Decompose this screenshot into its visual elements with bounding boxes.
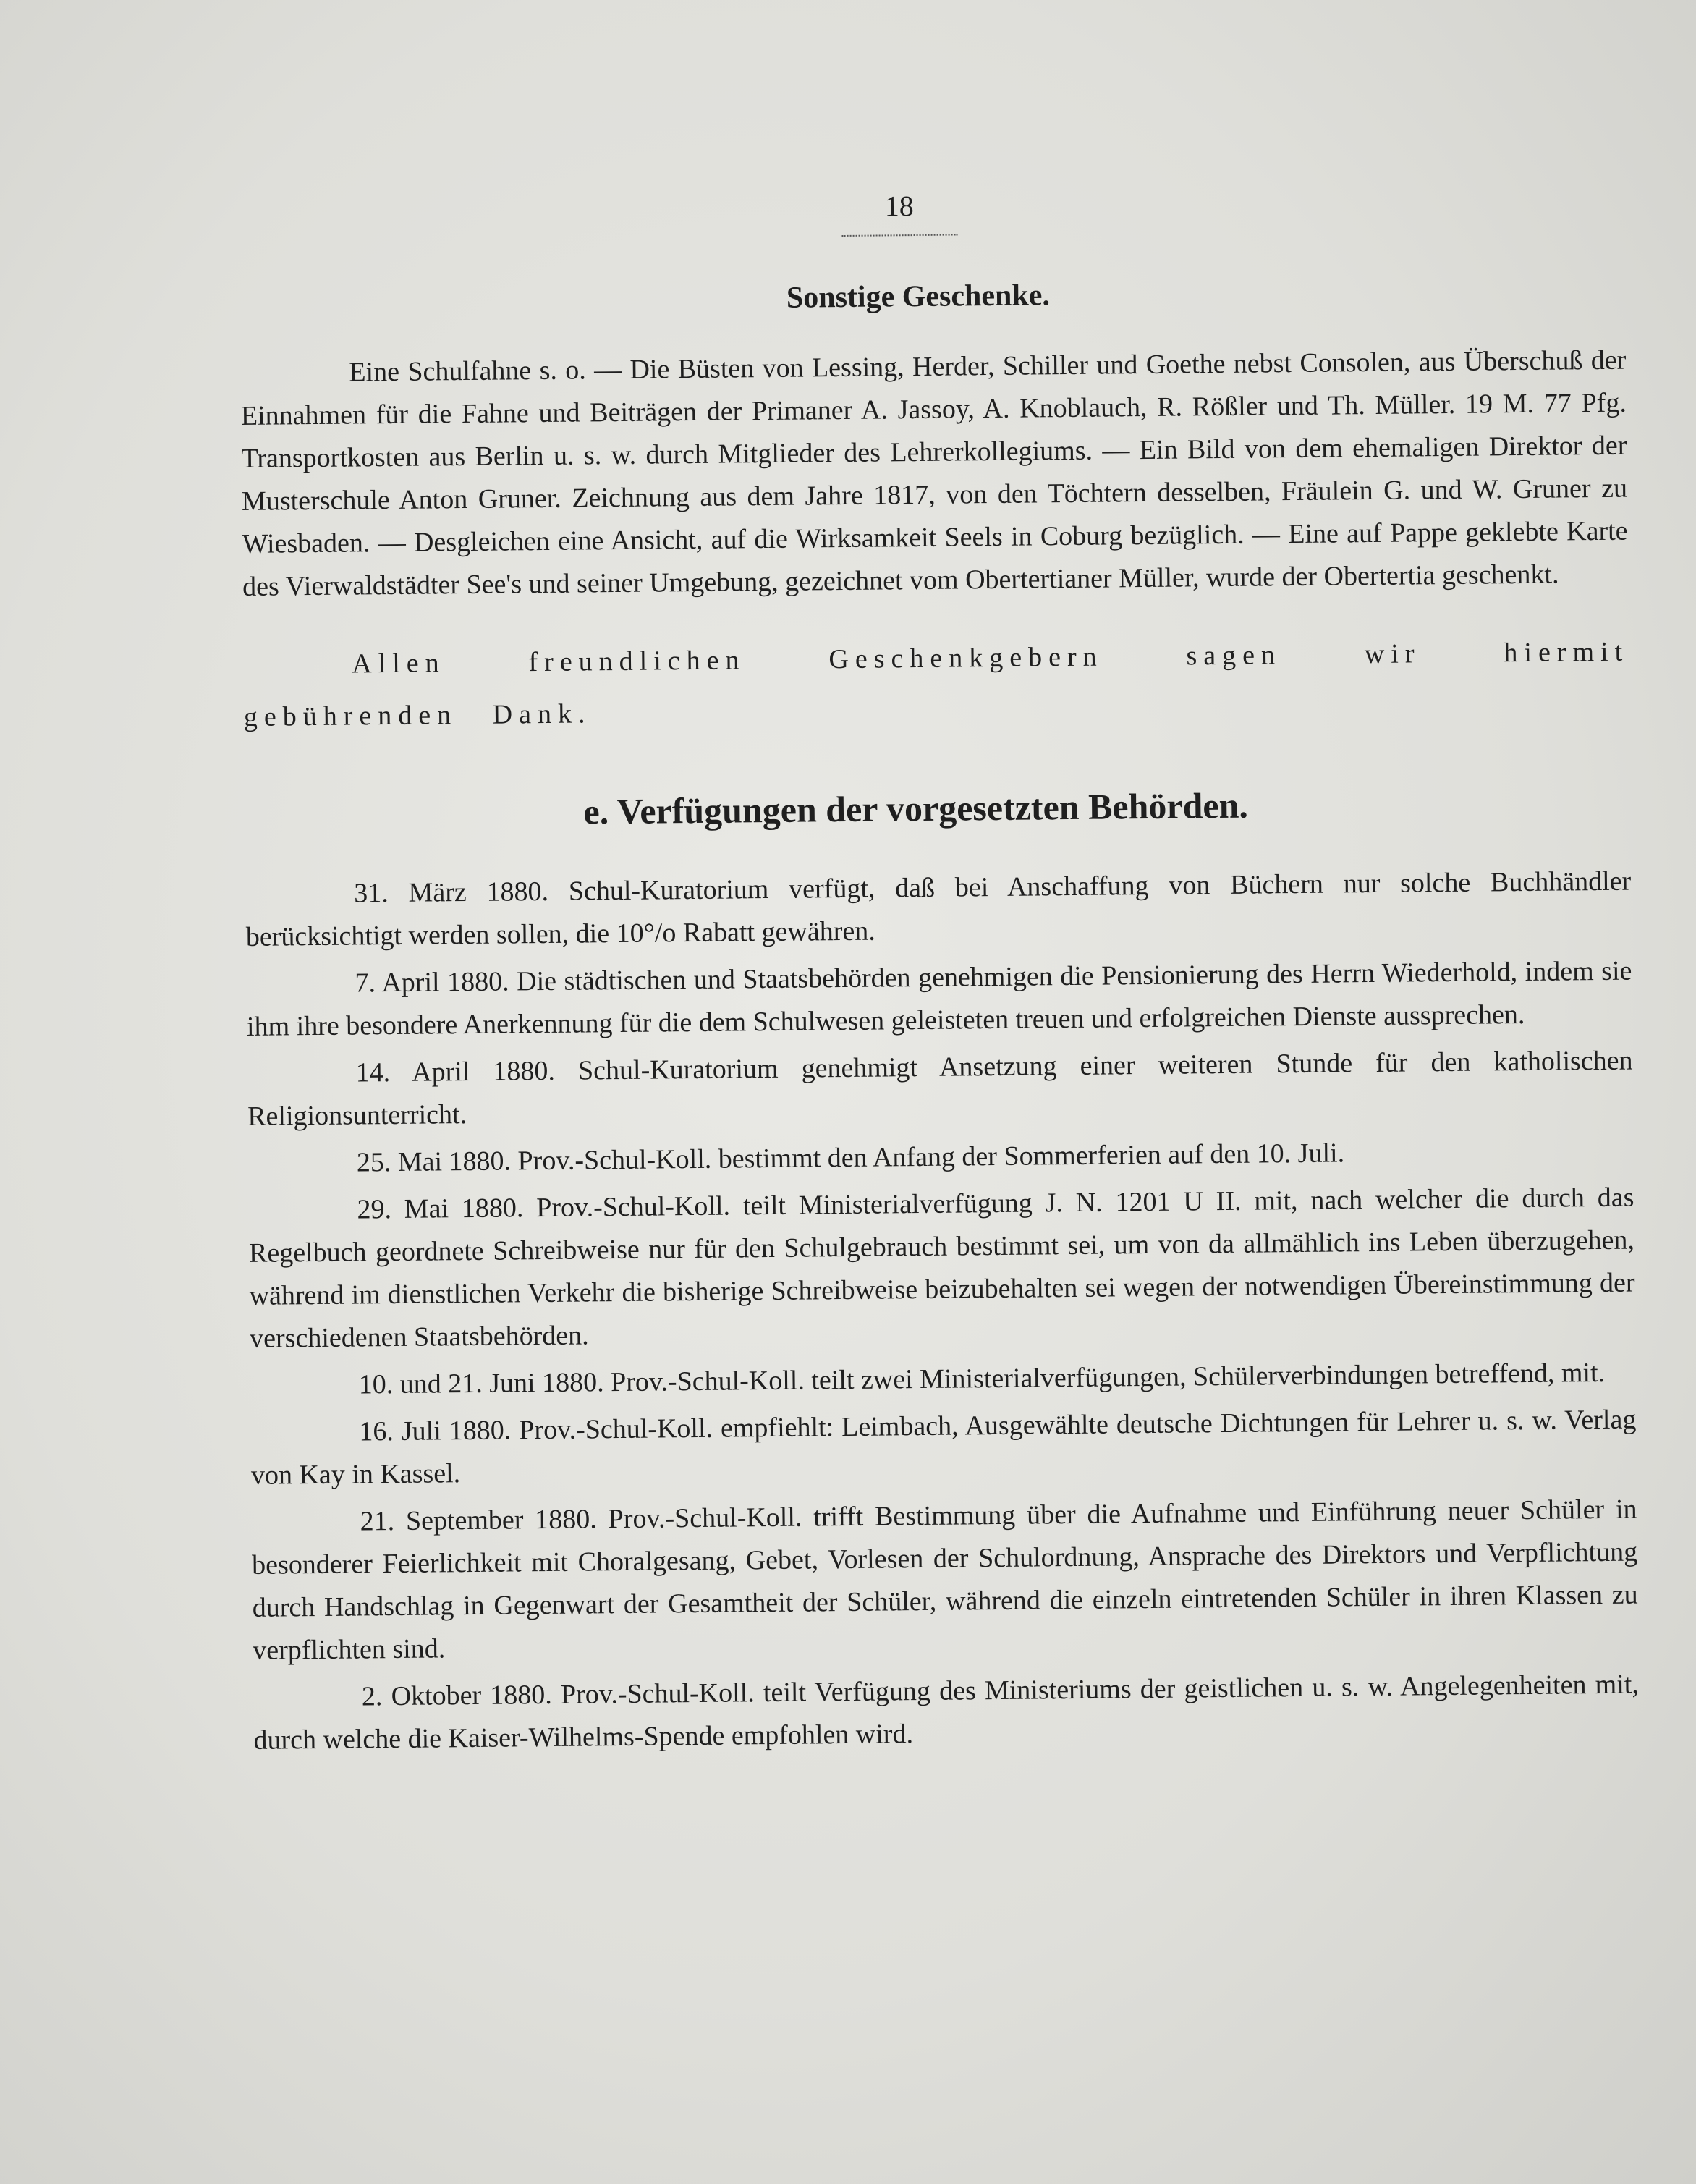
decree-text: Prov.-Schul-Koll. teilt Ministerialverfügung J. N. 1201 U II. mit, nach welcher die durch das Regelbuch geordnete Schreibweise nur für den Schulgebrauch bestimmt sei, um von da allmählich ins Leben überzugehen, während im dienstlichen Verkehr die bisherige Schreibweise beizubehalten sei wegen der notwendigen Übereinstimmung der verschiedenen Staatsbehörden.: [248, 1182, 1635, 1354]
decree-date: 14. April 1880.: [355, 1055, 556, 1088]
decree-date: 7. April 1880.: [355, 966, 509, 999]
decree-text: Prov.-Schul-Koll. bestimmt den Anfang der Sommerferien auf den 10. Juli.: [517, 1138, 1345, 1177]
decree-entry: [247, 1040, 1633, 1138]
decree-date: 2. Oktober 1880.: [361, 1679, 553, 1712]
decree-text: Schul-Kuratorium verfügt, daß bei Anschaffung von Büchern nur solche Buchhändler berücksichtigt werden sollen, die 10°/o Rabatt gewähren.: [245, 865, 1632, 952]
page-content: [239, 182, 1640, 1762]
decree-date: 21. September 1880.: [360, 1504, 598, 1537]
decree-text: Prov.-Schul-Koll. teilt Verfügung des Ministeriums der geistlichen u. s. w. Angelegenheiten mit, durch welche die Kaiser-Wilhelms-Spende empfohlen wird.: [253, 1669, 1640, 1756]
decree-list: [245, 860, 1640, 1762]
decree-text: Prov.-Schul-Koll. teilt zwei Ministerialverfügungen, Schülerverbindungen betreffend, mit.: [610, 1357, 1606, 1398]
section-title-decrees: e. Verfügungen der vorgesetzten Behörden.: [583, 784, 1249, 832]
decree-date: 29. Mai 1880.: [357, 1193, 524, 1225]
decree-text: Prov.-Schul-Koll. empfiehlt: Leimbach, Ausgewählte deutsche Dichtungen für Lehrer u. s. w. Verlag von Kay in Kassel.: [250, 1404, 1637, 1491]
gifts-paragraph: Eine Schulfahne s. o. — Die Büsten von Lessing, Herder, Schiller und Goethe nebst Consolen, aus Überschuß der Einnahmen für die Fahne und Beiträgen der Primaner A. Jassoy, A. Knoblauch, R. Rößler und Th. Müller. 19 M. 77 Pfg. Transportkosten aus Berlin u. s. w. durch Mitglieder des Lehrerkollegiums. — Ein Bild von dem ehemaligen Direktor der Musterschule Anton Gruner. Zeichnung aus dem Jahre 1817, von den Töchtern desselben, Fräulein G. und W. Gruner zu Wiesbaden. — Desgleichen eine Ansicht, auf die Wirksamkeit Seels in Coburg bezüglich. — Eine auf Pappe geklebte Karte des Vierwaldstädter See's und seiner Umgebung, gezeichnet vom Obertertianer Müller, wurde der Obertertia geschenkt.: [240, 344, 1628, 602]
decree-entry: [253, 1664, 1640, 1762]
decree-entry: [248, 1177, 1635, 1360]
page-number-ornament: [841, 227, 957, 237]
decree-entry: [250, 1352, 1636, 1408]
page-number: 18: [884, 190, 914, 223]
decree-entry: [246, 950, 1632, 1049]
decree-date: 25. Mai 1880.: [356, 1146, 512, 1178]
decree-text: Die städtischen und Staatsbehörden genehmigen die Pensionierung des Herrn Wiederhold, indem sie ihm ihre besondere Anerkennung für die dem Schulwesen geleisteten treuen und erfolgreichen Dienste aussprechen.: [246, 955, 1632, 1042]
decree-entry: [248, 1130, 1634, 1185]
section-title-gifts: Sonstige Geschenke.: [786, 279, 1051, 315]
decree-date: 31. März 1880.: [354, 876, 549, 909]
decree-text: Prov.-Schul-Koll. trifft Bestimmung über die Aufnahme und Einführung neuer Schüler in besonderer Feierlichkeit mit Choralgesang, Gebet, Vorlesen der Schulordnung, Ansprache des Direktors und Verpflichtung durch Handschlag in Gegenwart der Gesamtheit der Schüler, während die einzeln eintretenden Schüler in ihren Klassen zu verpflichten sind.: [251, 1494, 1638, 1666]
decree-entry: [250, 1399, 1637, 1497]
thanks-paragraph: Allen freundlichen Geschenkgebern sagen wir hiermit gebührenden Dank.: [243, 636, 1629, 732]
decree-date: 16. Juli 1880.: [359, 1415, 512, 1447]
decree-text: Schul-Kuratorium genehmigt Ansetzung einer weiteren Stunde für den katholischen Religionsunterricht.: [247, 1045, 1633, 1132]
decree-entry: [251, 1489, 1638, 1672]
decree-date: 10. und 21. Juni 1880.: [358, 1367, 604, 1400]
decree-entry: [245, 860, 1632, 959]
